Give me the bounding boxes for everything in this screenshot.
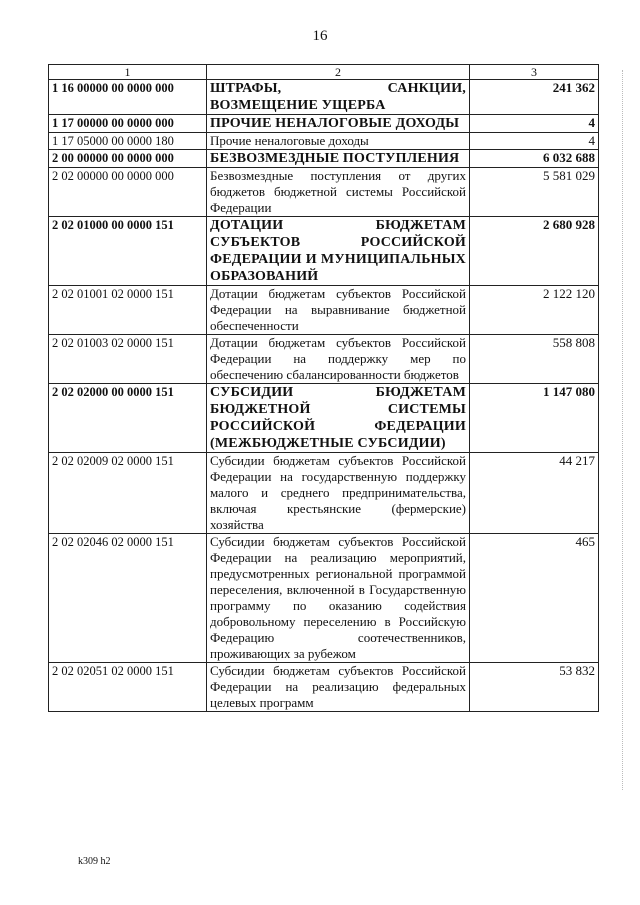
row-name: ДОТАЦИИ БЮДЖЕТАМ СУБЪЕКТОВ РОССИЙСКОЙ ФЕДЕРАЦИИ И МУНИЦИПАЛЬНЫХ ОБРАЗОВАНИЙ: [207, 217, 470, 286]
row-name: СУБСИДИИ БЮДЖЕТАМ БЮДЖЕТНОЙ СИСТЕМЫ РОССИЙСКОЙ ФЕДЕРАЦИИ (МЕЖБЮДЖЕТНЫЕ СУБСИДИИ): [207, 384, 470, 453]
row-sum: 5 581 029: [470, 168, 599, 217]
column-header-name: 2: [207, 65, 470, 80]
table-row: [49, 80, 599, 115]
footer-code: k309 h2: [78, 856, 111, 867]
row-code: 2 02 01001 02 0000 151: [49, 286, 207, 335]
row-code: 2 02 01000 00 0000 151: [49, 217, 207, 286]
table-row: [49, 168, 599, 217]
row-name: ШТРАФЫ, САНКЦИИ, ВОЗМЕЩЕНИЕ УЩЕРБА: [207, 80, 470, 115]
row-code: 2 02 02000 00 0000 151: [49, 384, 207, 453]
table-row: [49, 133, 599, 150]
row-name: Субсидии бюджетам субъектов Российской Федерации на государственную поддержку малого и среднего предпринимательства, включая крестьянские (фермерские) хозяйства: [207, 453, 470, 534]
table-row: [49, 217, 599, 286]
row-sum: 465: [470, 534, 599, 663]
row-name: Безвозмездные поступления от других бюджетов бюджетной системы Российской Федерации: [207, 168, 470, 217]
row-sum: 4: [470, 115, 599, 133]
row-sum: 2 122 120: [470, 286, 599, 335]
row-code: 1 17 05000 00 0000 180: [49, 133, 207, 150]
row-code: 2 02 02046 02 0000 151: [49, 534, 207, 663]
row-code: 2 02 00000 00 0000 000: [49, 168, 207, 217]
row-code: 2 02 02009 02 0000 151: [49, 453, 207, 534]
row-code: 2 02 01003 02 0000 151: [49, 335, 207, 384]
row-name: Дотации бюджетам субъектов Российской Федерации на выравнивание бюджетной обеспеченности: [207, 286, 470, 335]
row-sum: 6 032 688: [470, 150, 599, 168]
row-sum: 44 217: [470, 453, 599, 534]
row-name: Субсидии бюджетам субъектов Российской Федерации на реализацию федеральных целевых программ: [207, 663, 470, 712]
row-sum: 558 808: [470, 335, 599, 384]
column-header-sum: 3: [470, 65, 599, 80]
row-name: БЕЗВОЗМЕЗДНЫЕ ПОСТУПЛЕНИЯ: [207, 150, 470, 168]
table-row: [49, 335, 599, 384]
row-sum: 241 362: [470, 80, 599, 115]
table-row: [49, 150, 599, 168]
row-code: 2 00 00000 00 0000 000: [49, 150, 207, 168]
column-header-code: 1: [49, 65, 207, 80]
scan-edge-marks: [622, 70, 624, 790]
table-row: [49, 534, 599, 663]
row-name: Субсидии бюджетам субъектов Российской Федерации на реализацию мероприятий, предусмотренных региональной программой переселения, включенной в Государственную программу по оказанию содействия добровольному переселению в Российскую Федерацию соотечественников, проживающих за рубежом: [207, 534, 470, 663]
row-name: ПРОЧИЕ НЕНАЛОГОВЫЕ ДОХОДЫ: [207, 115, 470, 133]
page-number: 16: [312, 28, 328, 44]
row-name: Дотации бюджетам субъектов Российской Федерации на поддержку мер по обеспечению сбалансированности бюджетов: [207, 335, 470, 384]
budget-table: [48, 64, 599, 712]
row-name: Прочие неналоговые доходы: [207, 133, 470, 150]
row-sum: 2 680 928: [470, 217, 599, 286]
table-row: [49, 115, 599, 133]
row-code: 1 17 00000 00 0000 000: [49, 115, 207, 133]
row-sum: 1 147 080: [470, 384, 599, 453]
row-sum: 4: [470, 133, 599, 150]
row-code: 2 02 02051 02 0000 151: [49, 663, 207, 712]
row-code: 1 16 00000 00 0000 000: [49, 80, 207, 115]
table-row: [49, 384, 599, 453]
table-row: [49, 453, 599, 534]
row-sum: 53 832: [470, 663, 599, 712]
table-row: [49, 286, 599, 335]
table-header-row: [49, 65, 599, 80]
table-row: [49, 663, 599, 712]
